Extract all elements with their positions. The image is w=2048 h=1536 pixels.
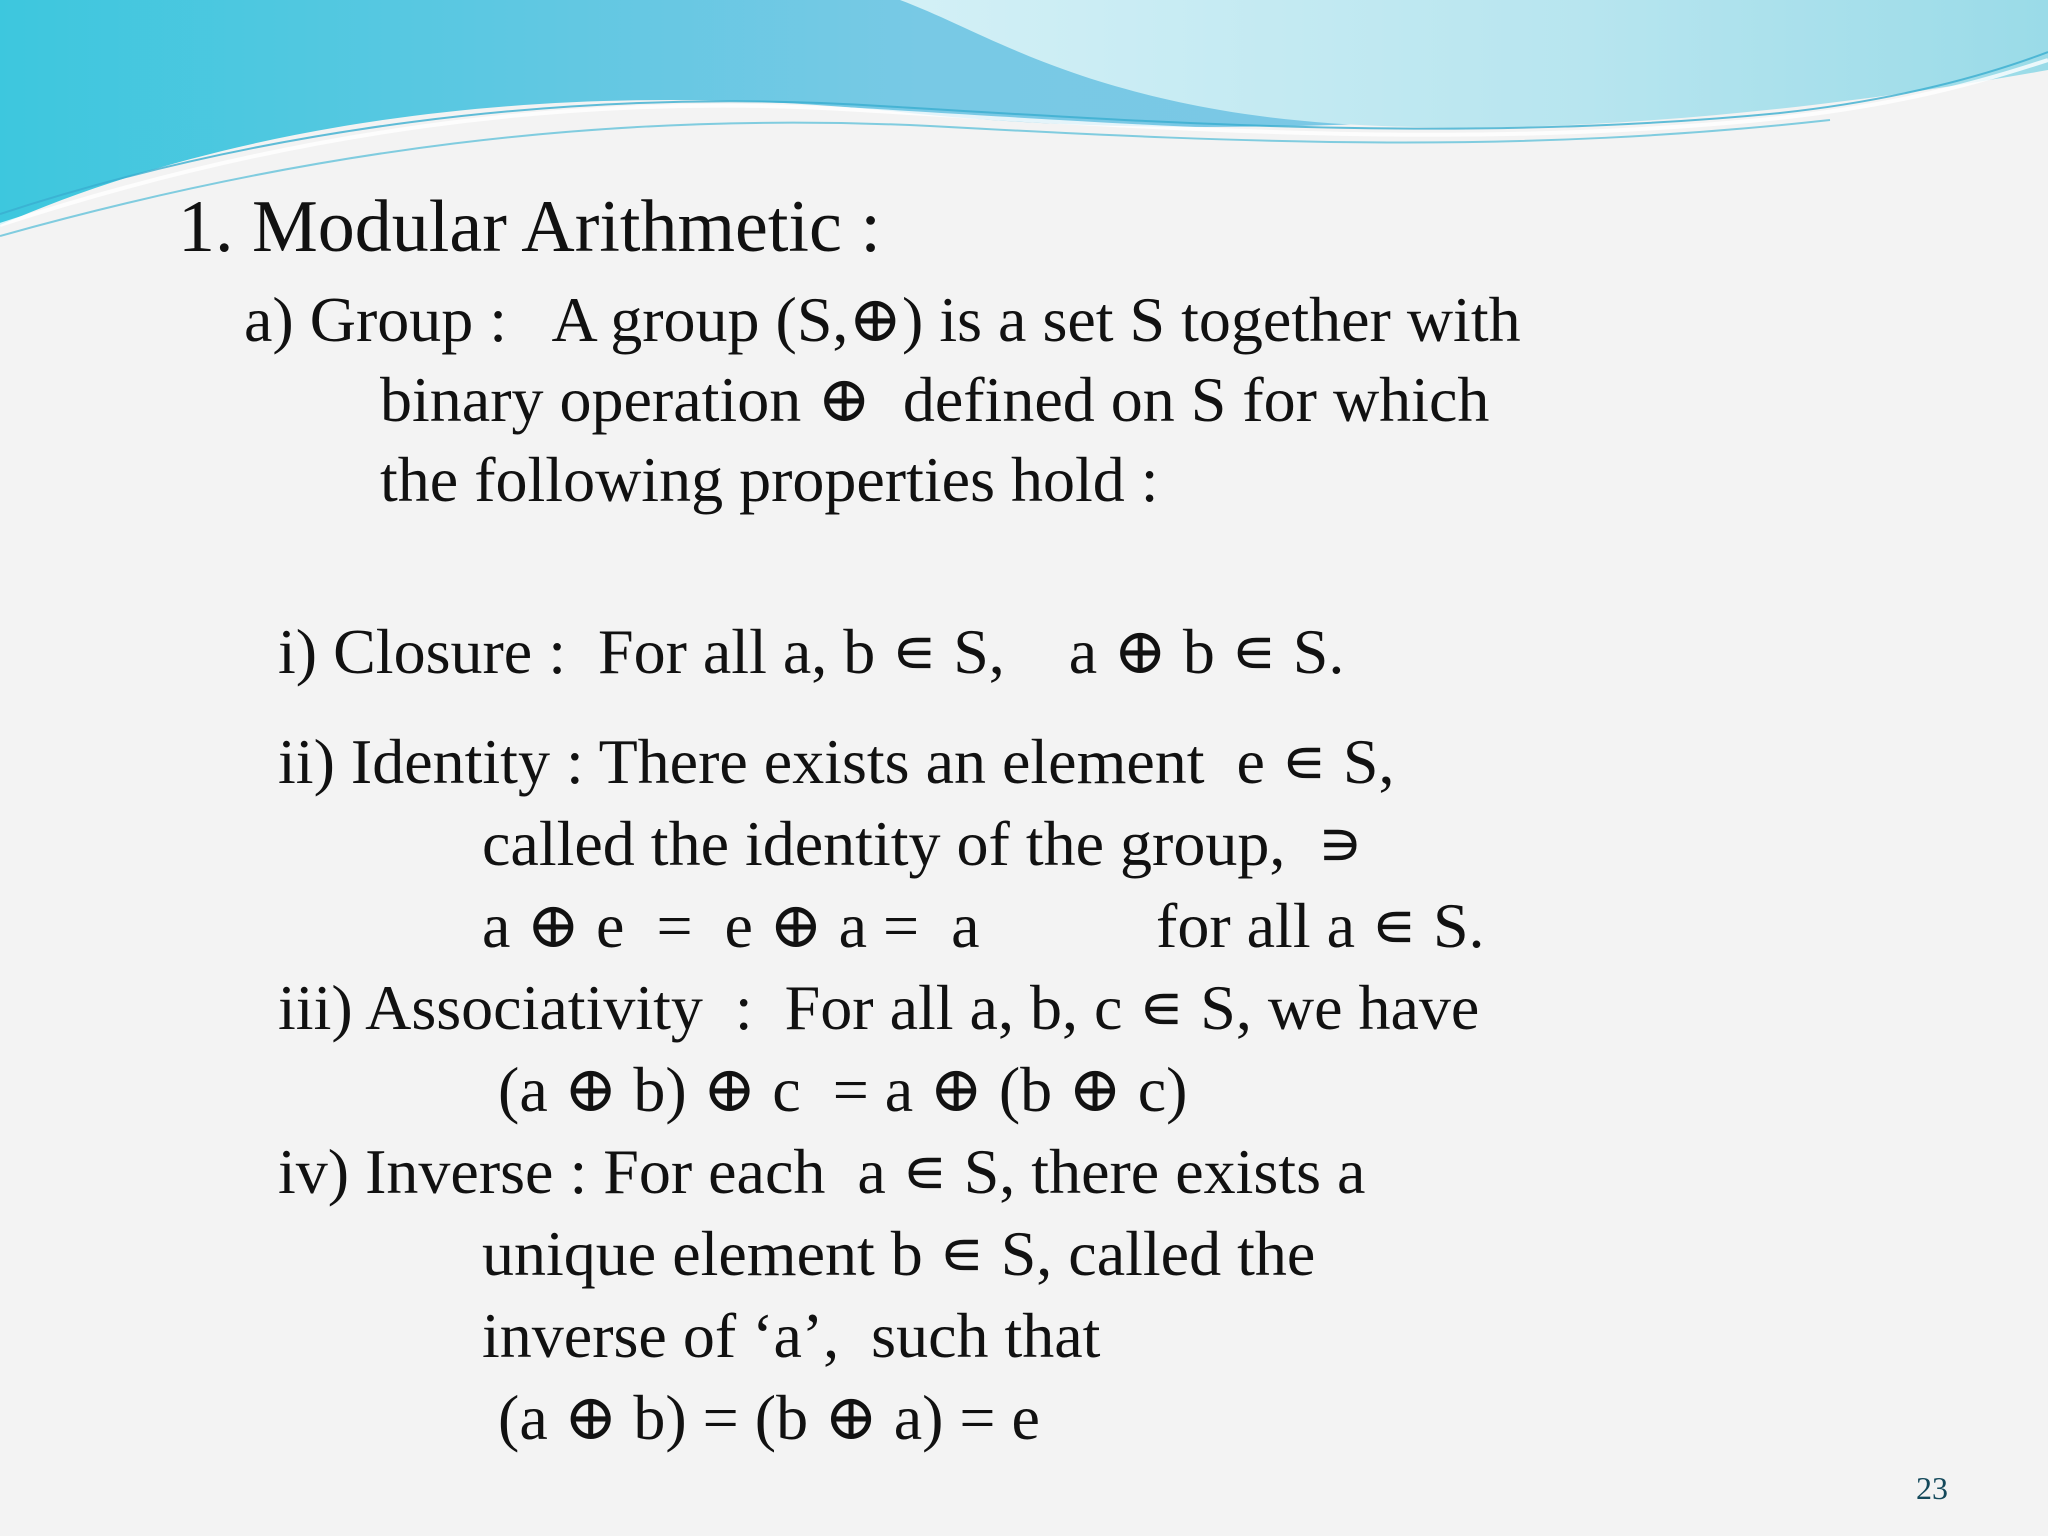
inverse-property-line-1: iv) Inverse : For each a ∊ S, there exists a	[278, 1136, 1366, 1207]
identity-condition: for all a ∊ S.	[1156, 890, 1485, 961]
associativity-property-line-1: iii) Associativity : For all a, b, c ∊ S, we have	[278, 972, 1480, 1043]
inverse-equation: (a ⊕ b) = (b ⊕ a) = e	[498, 1382, 1040, 1453]
page-number: 23	[1916, 1470, 1948, 1506]
identity-property-line-1: ii) Identity : There exists an element e ∊ S,	[278, 726, 1395, 797]
associativity-equation: (a ⊕ b) ⊕ c = a ⊕ (b ⊕ c)	[498, 1054, 1188, 1125]
group-definition-line-2: binary operation ⊕ defined on S for which	[380, 364, 1490, 435]
identity-equation: a ⊕ e = e ⊕ a = a	[482, 890, 980, 961]
inverse-property-line-2: unique element b ∊ S, called the	[482, 1218, 1316, 1289]
group-definition-line-3: the following properties hold :	[380, 444, 1159, 515]
group-definition-line-1: a) Group : A group (S,⊕) is a set S together with	[244, 284, 1521, 355]
identity-property-line-2: called the identity of the group, ∍	[482, 808, 1364, 879]
inverse-property-line-3: inverse of ‘a’, such that	[482, 1300, 1101, 1371]
closure-property: i) Closure : For all a, b ∊ S, a ⊕ b ∊ S.	[278, 616, 1345, 687]
slide-title: 1. Modular Arithmetic :	[178, 186, 881, 268]
